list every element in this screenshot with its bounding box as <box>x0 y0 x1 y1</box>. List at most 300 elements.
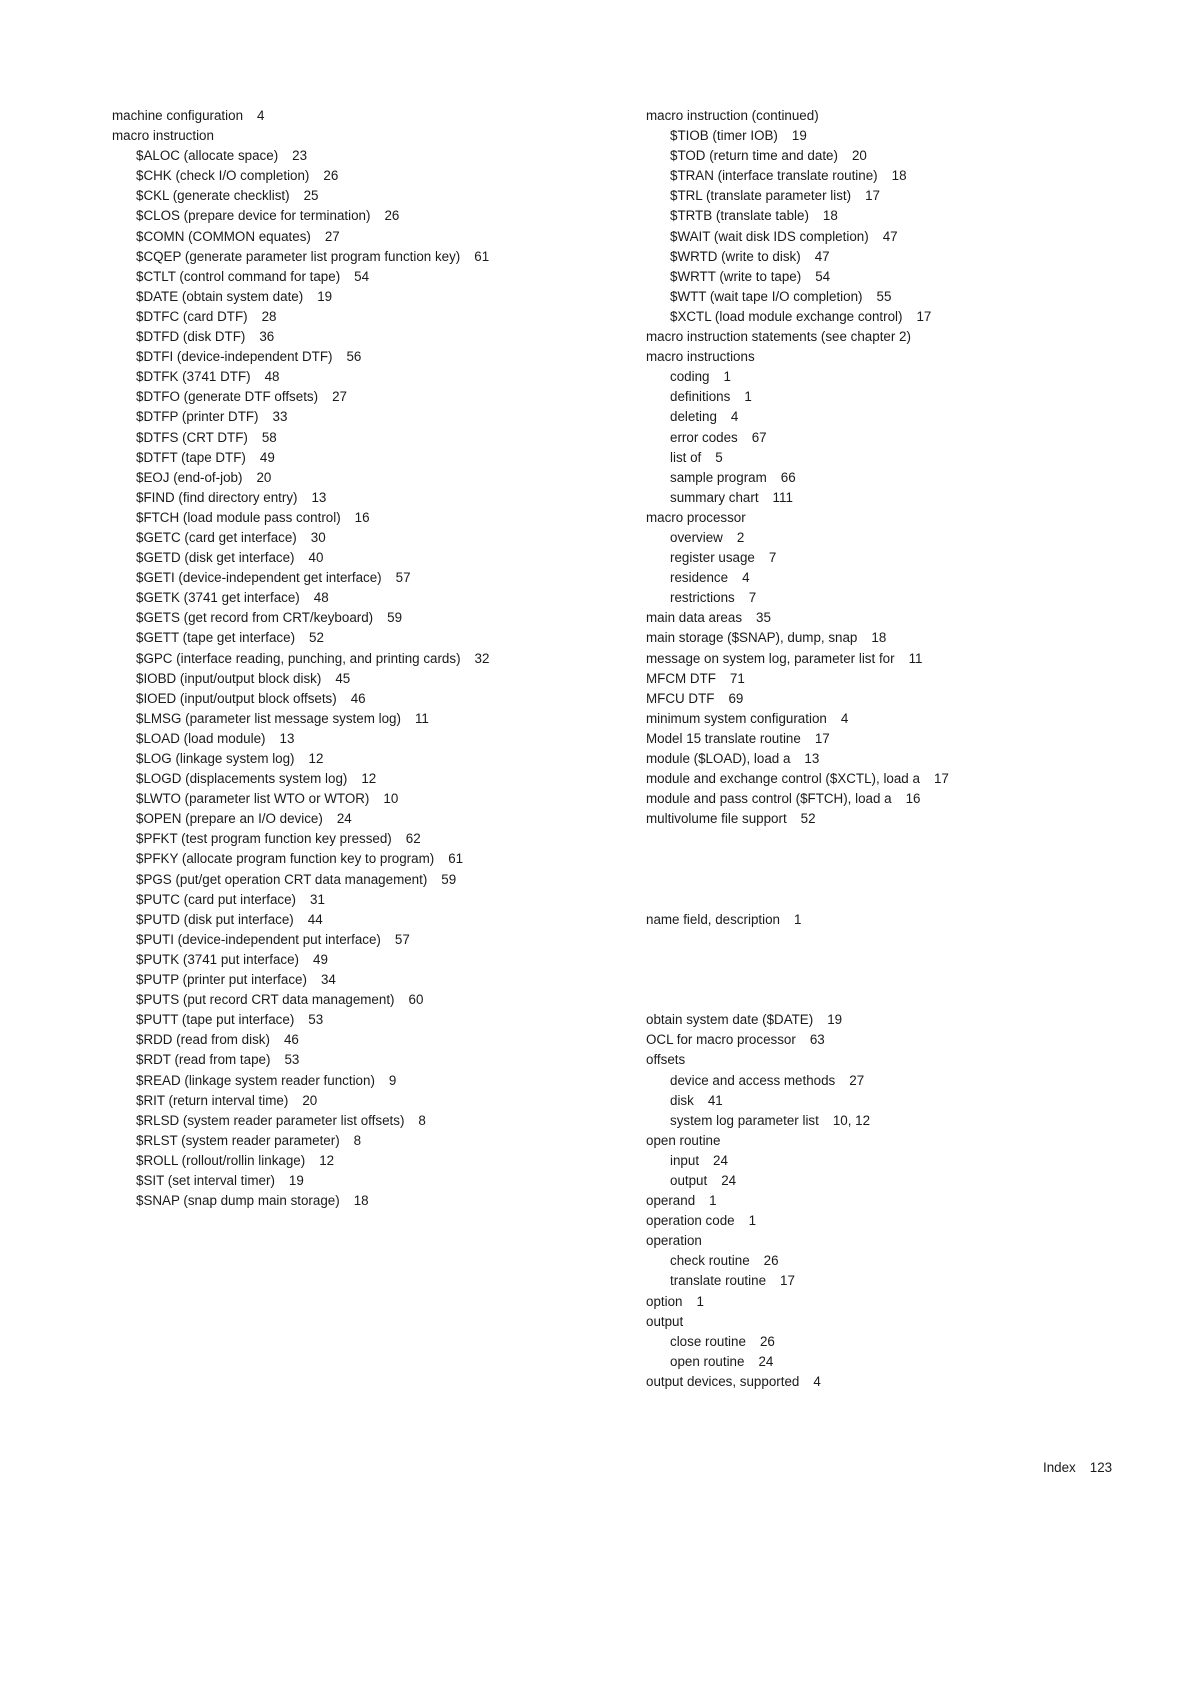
index-term: $CTLT (control command for tape) <box>136 268 341 284</box>
index-page-ref: 19 <box>317 288 333 304</box>
index-entry <box>646 1211 1166 1231</box>
index-subentry <box>646 1271 1166 1291</box>
index-page-ref: 17 <box>814 730 830 746</box>
index-term: operand <box>646 1193 696 1209</box>
index-term: $PUTD (disk put interface) <box>136 911 294 927</box>
index-page-ref: 58 <box>261 429 277 445</box>
index-term: option <box>646 1293 683 1309</box>
index-page-ref: 62 <box>405 831 421 847</box>
index-page-ref: 48 <box>264 369 280 385</box>
index-subentry <box>646 488 1166 508</box>
index-term: minimum system configuration <box>646 710 827 726</box>
index-term: input <box>670 1152 700 1168</box>
index-page-ref: 36 <box>259 329 275 345</box>
index-subentry <box>112 387 632 407</box>
index-subentry <box>112 628 632 648</box>
index-subentry <box>112 1171 632 1191</box>
index-page-ref: 67 <box>751 429 767 445</box>
index-page-ref: 63 <box>809 1032 825 1048</box>
index-subentry <box>112 548 632 568</box>
index-page-ref: 54 <box>354 268 370 284</box>
index-term: $FIND (find directory entry) <box>136 489 298 505</box>
index-term: machine configuration <box>112 108 244 123</box>
index-term: MFCM DTF <box>646 670 716 686</box>
index-page-ref: 4 <box>730 409 739 425</box>
index-gap <box>646 829 1166 849</box>
index-entry <box>646 729 1166 749</box>
index-subentry <box>646 568 1166 588</box>
index-page-ref: 24 <box>336 811 352 827</box>
index-term: open routine <box>670 1353 745 1369</box>
index-subentry <box>646 1171 1166 1191</box>
index-term: $DTFI (device-independent DTF) <box>136 349 333 365</box>
index-page-ref: 26 <box>763 1253 779 1269</box>
index-term: translate routine <box>670 1273 767 1289</box>
index-subentry <box>646 307 1166 327</box>
index-page-ref: 5 <box>715 449 723 465</box>
index-term: restrictions <box>670 590 735 606</box>
index-term: list of <box>670 449 702 465</box>
index-term: $WRTT (write to tape) <box>670 268 802 284</box>
index-term: module ($LOAD), load a <box>646 751 791 766</box>
index-term: $GETK (3741 get interface) <box>136 590 300 606</box>
index-page-ref: 19 <box>288 1172 304 1188</box>
index-term: multivolume file support <box>646 811 787 827</box>
index-subentry <box>112 1151 632 1171</box>
index-page-ref: 40 <box>308 550 324 566</box>
index-term: $GETD (disk get interface) <box>136 550 295 566</box>
index-term: $CLOS (prepare device for termination) <box>136 208 371 224</box>
index-page-ref: 18 <box>822 208 838 224</box>
index-page-ref: 7 <box>768 550 777 566</box>
index-term: summary chart <box>670 489 759 505</box>
page-footer <box>1043 1460 1112 1475</box>
index-term: $WTT (wait tape I/O completion) <box>670 288 863 304</box>
index-term: residence <box>670 570 729 586</box>
index-page-ref: 16 <box>354 509 370 525</box>
index-page-ref: 18 <box>891 168 907 184</box>
index-subentry <box>112 870 632 890</box>
index-entry <box>646 649 1166 669</box>
index-term: close routine <box>670 1333 746 1349</box>
index-page-ref: 23 <box>292 148 308 164</box>
index-subentry <box>112 910 632 930</box>
index-subentry <box>646 428 1166 448</box>
index-term: $PGS (put/get operation CRT data management) <box>136 871 428 887</box>
index-page-ref: 54 <box>815 268 831 284</box>
index-page-ref: 7 <box>748 590 757 606</box>
index-page-ref: 57 <box>395 570 411 586</box>
index-term: $LWTO (parameter list WTO or WTOR) <box>136 791 370 807</box>
index-subentry <box>112 186 632 206</box>
index-subentry <box>112 407 632 427</box>
index-term: $OPEN (prepare an I/O device) <box>136 811 323 827</box>
index-subentry <box>112 287 632 307</box>
index-page-ref: 10, 12 <box>832 1112 871 1128</box>
index-subentry <box>112 890 632 910</box>
index-subentry <box>646 1151 1166 1171</box>
index-page-ref: 2 <box>736 529 745 545</box>
index-term: MFCU DTF <box>646 690 715 706</box>
index-term: system log parameter list <box>670 1112 819 1128</box>
index-entry <box>112 106 632 126</box>
index-page-ref: 17 <box>865 188 880 204</box>
index-term: $IOED (input/output block offsets) <box>136 690 337 706</box>
index-term: Model 15 translate routine <box>646 730 801 746</box>
index-page-ref: 27 <box>324 228 340 244</box>
index-term: $WAIT (wait disk IDS completion) <box>670 228 869 244</box>
index-term: $RLST (system reader parameter) <box>136 1132 340 1148</box>
index-page-ref: 19 <box>791 128 807 144</box>
index-term: $GETS (get record from CRT/keyboard) <box>136 610 374 626</box>
index-term: check routine <box>670 1253 750 1269</box>
index-term: macro instruction <box>112 128 214 144</box>
index-page-ref: 48 <box>313 590 329 606</box>
index-page-ref: 11 <box>908 650 923 666</box>
index-page-ref: 61 <box>474 248 490 264</box>
index-page-ref: 1 <box>793 911 802 927</box>
index-term: OCL for macro processor <box>646 1032 796 1048</box>
index-subentry <box>112 468 632 488</box>
index-subentry <box>646 126 1166 146</box>
index-page-ref: 13 <box>311 489 327 505</box>
index-term: macro instructions <box>646 349 755 365</box>
index-entry <box>646 608 1166 628</box>
index-subentry <box>646 166 1166 186</box>
index-term: device and access methods <box>670 1072 836 1088</box>
index-page-ref: 9 <box>388 1072 397 1088</box>
index-term: $DTFT (tape DTF) <box>136 449 246 465</box>
index-subentry <box>112 367 632 387</box>
index-term: macro instruction statements (see chapter 2) <box>646 329 911 345</box>
index-term: error codes <box>670 429 738 445</box>
index-page-ref: 20 <box>302 1092 318 1108</box>
index-term: $PUTK (3741 put interface) <box>136 951 300 967</box>
index-term: $EOJ (end-of-job) <box>136 469 243 485</box>
index-page-ref: 35 <box>756 610 771 626</box>
index-page-ref: 13 <box>804 751 820 766</box>
index-term: $LOAD (load module) <box>136 730 266 746</box>
index-term: $DTFK (3741 DTF) <box>136 369 251 385</box>
index-subentry <box>112 930 632 950</box>
index-term: $ROLL (rollout/rollin linkage) <box>136 1152 306 1168</box>
index-page-ref: 47 <box>882 228 898 244</box>
index-subentry <box>112 649 632 669</box>
index-subentry <box>646 287 1166 307</box>
index-entry <box>646 910 1166 930</box>
index-page-ref: 17 <box>916 308 932 324</box>
index-entry <box>646 1010 1166 1030</box>
index-gap <box>646 890 1166 910</box>
index-page-ref: 1 <box>723 369 731 385</box>
index-page-ref: 56 <box>346 349 362 365</box>
index-subentry <box>112 428 632 448</box>
index-entry <box>646 106 1166 126</box>
index-page-ref: 27 <box>849 1072 865 1088</box>
index-page-ref: 53 <box>308 1012 324 1028</box>
index-gap <box>646 849 1166 869</box>
index-page-ref: 34 <box>320 972 336 988</box>
index-term: macro instruction (continued) <box>646 108 819 123</box>
index-page-ref: 59 <box>441 871 457 887</box>
index-term: disk <box>670 1092 694 1108</box>
index-term: $TRAN (interface translate routine) <box>670 168 878 184</box>
index-subentry <box>112 347 632 367</box>
index-term: $TIOB (timer IOB) <box>670 128 778 144</box>
index-subentry <box>646 528 1166 548</box>
index-subentry <box>112 970 632 990</box>
index-subentry <box>112 1191 632 1211</box>
index-page-ref: 19 <box>827 1012 843 1028</box>
index-subentry <box>646 448 1166 468</box>
index-subentry <box>646 1332 1166 1352</box>
index-page-ref: 1 <box>696 1293 704 1309</box>
index-subentry <box>646 407 1166 427</box>
index-subentry <box>646 1071 1166 1091</box>
index-subentry <box>112 809 632 829</box>
index-term: $CQEP (generate parameter list program function key) <box>136 248 461 264</box>
index-subentry <box>112 146 632 166</box>
index-subentry <box>646 367 1166 387</box>
index-term: definitions <box>670 389 731 405</box>
index-page-ref: 4 <box>813 1373 821 1389</box>
index-page-ref: 57 <box>394 931 410 947</box>
index-subentry <box>112 608 632 628</box>
index-page-ref: 26 <box>323 168 339 184</box>
index-page-ref: 10 <box>383 791 399 807</box>
index-page-ref: 8 <box>353 1132 362 1148</box>
index-term: register usage <box>670 550 755 566</box>
index-term: $PFKY (allocate program function key to program) <box>136 851 435 867</box>
index-term: $DTFO (generate DTF offsets) <box>136 389 319 405</box>
index-subentry <box>112 1111 632 1131</box>
index-term: $LOGD (displacements system log) <box>136 771 348 787</box>
index-page-ref: 47 <box>814 248 830 264</box>
index-subentry <box>112 1131 632 1151</box>
index-term: name field, description <box>646 911 780 927</box>
index-subentry <box>112 1071 632 1091</box>
index-column-left <box>112 106 632 1211</box>
index-term: main storage ($SNAP), dump, snap <box>646 630 858 646</box>
index-term: open routine <box>646 1132 721 1148</box>
index-entry <box>646 689 1166 709</box>
index-page-ref: 31 <box>310 891 325 907</box>
index-term: $DTFP (printer DTF) <box>136 409 259 425</box>
index-subentry <box>112 206 632 226</box>
index-subentry <box>112 990 632 1010</box>
index-entry <box>646 508 1166 528</box>
index-page-ref: 26 <box>384 208 400 224</box>
index-page-ref: 11 <box>414 710 429 726</box>
index-subentry <box>112 307 632 327</box>
index-term: $SIT (set interval timer) <box>136 1172 275 1188</box>
index-term: $GPC (interface reading, punching, and printing cards) <box>136 650 461 666</box>
index-term: $DTFC (card DTF) <box>136 308 248 324</box>
index-page-ref: 13 <box>279 730 295 746</box>
index-subentry <box>646 146 1166 166</box>
index-term: coding <box>670 369 710 385</box>
index-subentry <box>112 227 632 247</box>
index-subentry <box>646 206 1166 226</box>
index-subentry <box>112 568 632 588</box>
index-term: main data areas <box>646 610 743 626</box>
index-page-ref: 18 <box>871 630 887 646</box>
index-page-ref: 20 <box>256 469 272 485</box>
index-subentry <box>646 1111 1166 1131</box>
index-page-ref: 60 <box>408 992 424 1008</box>
index-subentry <box>112 689 632 709</box>
index-term: $DTFS (CRT DTF) <box>136 429 248 445</box>
index-term: $RDT (read from tape) <box>136 1052 271 1068</box>
index-subentry <box>112 849 632 869</box>
index-entry <box>646 327 1166 347</box>
index-page-ref: 41 <box>707 1092 723 1108</box>
index-term: $PFKT (test program function key pressed) <box>136 831 392 847</box>
index-page-ref: 59 <box>387 610 403 626</box>
index-subentry <box>646 267 1166 287</box>
index-term: $WRTD (write to disk) <box>670 248 801 264</box>
index-page-ref: 8 <box>418 1112 426 1128</box>
index-entry <box>646 347 1166 367</box>
index-subentry <box>646 247 1166 267</box>
index-term: $LMSG (parameter list message system log) <box>136 710 401 726</box>
index-subentry <box>112 709 632 729</box>
index-page-ref: 55 <box>876 288 892 304</box>
index-page-ref: 18 <box>353 1193 369 1209</box>
index-term: $ALOC (allocate space) <box>136 148 279 164</box>
footer-label: Index <box>1043 1460 1076 1475</box>
index-term: output devices, supported <box>646 1373 800 1389</box>
index-page-ref: 30 <box>310 529 326 545</box>
index-page-ref: 52 <box>800 811 816 827</box>
index-term: $LOG (linkage system log) <box>136 751 295 766</box>
index-entry <box>112 126 632 146</box>
index-subentry <box>112 1050 632 1070</box>
index-entry <box>646 1050 1166 1070</box>
index-entry <box>646 1231 1166 1251</box>
index-subentry <box>646 1352 1166 1372</box>
index-column-right <box>646 106 1166 1392</box>
index-term: module and pass control ($FTCH), load a <box>646 791 892 807</box>
index-gap <box>646 870 1166 890</box>
index-term: obtain system date ($DATE) <box>646 1012 814 1028</box>
index-term: $SNAP (snap dump main storage) <box>136 1193 340 1209</box>
index-entry <box>646 789 1166 809</box>
index-term: $CKL (generate checklist) <box>136 188 290 204</box>
index-subentry <box>112 488 632 508</box>
index-term: overview <box>670 529 723 545</box>
index-page-ref: 1 <box>744 389 752 405</box>
index-term: $RLSD (system reader parameter list offsets) <box>136 1112 405 1128</box>
index-page-ref: 26 <box>759 1333 775 1349</box>
index-term: offsets <box>646 1052 686 1068</box>
index-subentry <box>646 227 1166 247</box>
index-gap <box>646 950 1166 970</box>
index-page-ref: 17 <box>933 771 949 787</box>
index-page-ref: 24 <box>758 1353 774 1369</box>
index-subentry <box>112 327 632 347</box>
index-page-ref: 71 <box>729 670 745 686</box>
index-entry <box>646 1131 1166 1151</box>
index-page-ref: 12 <box>319 1152 335 1168</box>
index-page-ref: 25 <box>303 188 319 204</box>
index-page-ref: 52 <box>309 630 324 646</box>
index-page-ref: 53 <box>284 1052 300 1068</box>
index-term: $PUTT (tape put interface) <box>136 1012 295 1028</box>
index-page-ref: 66 <box>780 469 796 485</box>
index-entry <box>646 669 1166 689</box>
index-entry <box>646 628 1166 648</box>
index-term: $GETI (device-independent get interface) <box>136 570 382 586</box>
index-page-ref: 44 <box>307 911 323 927</box>
index-page-ref: 4 <box>742 570 750 586</box>
index-subentry <box>112 247 632 267</box>
index-subentry <box>112 669 632 689</box>
index-entry <box>646 709 1166 729</box>
index-subentry <box>112 267 632 287</box>
index-page-ref: 69 <box>728 690 744 706</box>
index-entry <box>646 1030 1166 1050</box>
index-term: $IOBD (input/output block disk) <box>136 670 322 686</box>
index-page-ref: 28 <box>261 308 277 324</box>
index-page-ref: 12 <box>361 771 377 787</box>
index-subentry <box>112 729 632 749</box>
index-term: $TRL (translate parameter list) <box>670 188 852 204</box>
index-subentry <box>646 548 1166 568</box>
index-page-ref: 27 <box>332 389 347 405</box>
index-page-ref: 32 <box>474 650 490 666</box>
index-page-ref: 16 <box>905 791 921 807</box>
index-subentry <box>112 588 632 608</box>
index-page-ref: 46 <box>350 690 366 706</box>
index-term: $READ (linkage system reader function) <box>136 1072 375 1088</box>
index-subentry <box>646 468 1166 488</box>
index-subentry <box>112 166 632 186</box>
index-subentry <box>112 950 632 970</box>
index-term: output <box>646 1313 684 1329</box>
index-subentry <box>112 1010 632 1030</box>
index-term: $RDD (read from disk) <box>136 1032 270 1048</box>
index-term: $TOD (return time and date) <box>670 148 838 164</box>
index-entry <box>646 1312 1166 1332</box>
index-subentry <box>112 528 632 548</box>
index-term: $FTCH (load module pass control) <box>136 509 341 525</box>
index-page-ref: 1 <box>748 1213 757 1229</box>
index-page-ref: 24 <box>721 1172 737 1188</box>
index-term: module and exchange control ($XCTL), load a <box>646 771 920 787</box>
index-page-ref: 24 <box>713 1152 728 1168</box>
index-page-ref: 1 <box>709 1193 717 1209</box>
index-term: $DTFD (disk DTF) <box>136 329 246 345</box>
index-subentry <box>112 789 632 809</box>
index-subentry <box>646 1091 1166 1111</box>
index-term: $PUTP (printer put interface) <box>136 972 307 988</box>
index-page-ref: 33 <box>272 409 288 425</box>
index-term: $DATE (obtain system date) <box>136 288 304 304</box>
index-page-ref: 12 <box>308 751 324 766</box>
index-entry <box>646 749 1166 769</box>
index-term: $CHK (check I/O completion) <box>136 168 310 184</box>
index-term: output <box>670 1172 708 1188</box>
index-subentry <box>112 829 632 849</box>
index-page-ref: 49 <box>259 449 275 465</box>
index-term: $GETT (tape get interface) <box>136 630 296 646</box>
index-subentry <box>112 448 632 468</box>
index-entry <box>646 1372 1166 1392</box>
index-gap <box>646 930 1166 950</box>
index-page-ref: 20 <box>851 148 867 164</box>
index-entry <box>646 809 1166 829</box>
